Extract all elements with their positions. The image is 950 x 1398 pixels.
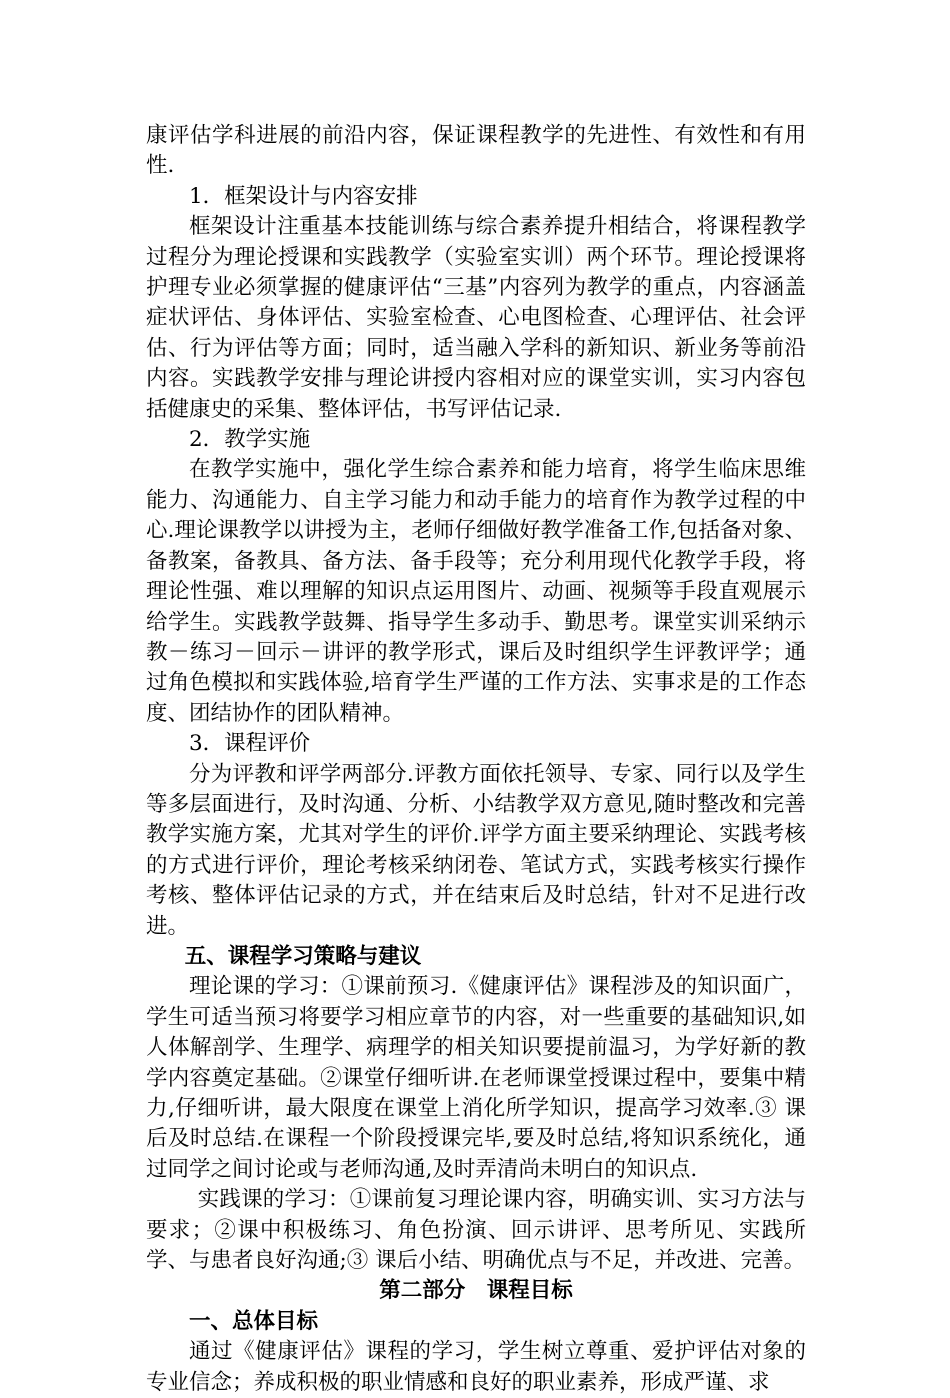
paragraph-theory-learning: 理论课的学习：①课前预习.《健康评估》课程涉及的知识面广，学生可适当预习将要学习相应章节的内容，对一些重要的基础知识,如人体解剖学、生理学、病理学的相关知识要提前温习，为学好新的教学内容奠定基础。②课堂仔细听讲.在老师课堂授课过程中，要集中精力,仔细听讲，最大限度在课堂上消化所学知识，提高学习效率.③ 课后及时总结.在课程一个阶段授课完毕,要及时总结,将知识系统化，通过同学之间讨论或与老师沟通,及时弄清尚未明白的知识点. bbox=[146, 974, 806, 1182]
document-page bbox=[146, 121, 806, 1398]
section-heading-learning-strategy: 五、课程学习策略与建议 bbox=[184, 943, 422, 969]
paragraph-teaching-implementation: 在教学实施中，强化学生综合素养和能力培育，将学生临床思维能力、沟通能力、自主学习能力和动手能力的培育作为教学过程的中心.理论课教学以讲授为主，老师仔细做好教学准备工作,包括备对象、备教案，备教具、备方法、备手段等；充分利用现代化教学手段，将理论性强、难以理解的知识点运用图片、动画、视频等手段直观展示给学生。实践教学鼓舞、指导学生多动手、勤思考。课堂实训采纳示教－练习－回示－讲评的教学形式，课后及时组织学生评教评学；通过角色模拟和实践体验,培育学生严谨的工作方法、实事求是的工作态度、团结协作的团队精神。 bbox=[146, 457, 806, 726]
paragraph-overall-objectives: 通过《健康评估》课程的学习，学生树立尊重、爱护评估对象的专业信念；养成积极的职业情感和良好的职业素养，形成严谨、求 bbox=[146, 1339, 806, 1395]
paragraph-practice-learning: 实践课的学习：①课前复习理论课内容，明确实训、实习方法与要求；②课中积极练习、角色扮演、回示讲评、思考所见、实践所学、与患者良好沟通;③ 课后小结、明确优点与不足，并改进、完善。 bbox=[146, 1187, 806, 1274]
subheading-framework-design: 1．框架设计与内容安排 bbox=[189, 183, 418, 209]
paragraph-continuation: 康评估学科进展的前沿内容，保证课程教学的先进性、有效性和有用性. bbox=[146, 123, 806, 179]
subheading-course-evaluation: 3．课程评价 bbox=[189, 731, 311, 757]
subheading-teaching-implementation: 2．教学实施 bbox=[189, 427, 311, 453]
section-heading-overall-objectives: 一、总体目标 bbox=[189, 1308, 319, 1334]
part-title-course-objectives: 第二部分 课程目标 bbox=[379, 1278, 573, 1304]
paragraph-framework-design: 框架设计注重基本技能训练与综合素养提升相结合，将课程教学过程分为理论授课和实践教学（实验室实训）两个环节。理论授课将护理专业必须掌握的健康评估“三基”内容列为教学的重点，内容涵盖症状评估、身体评估、实验室检查、心电图检查、心理评估、社会评估、行为评估等方面；同时，适当融入学科的新知识、新业务等前沿内容。实践教学安排与理论讲授内容相对应的课堂实训，实习内容包括健康史的采集、整体评估，书写评估记录. bbox=[146, 214, 806, 422]
paragraph-course-evaluation: 分为评教和评学两部分.评教方面依托领导、专家、同行以及学生等多层面进行，及时沟通、分析、小结教学双方意见,随时整改和完善教学实施方案，尤其对学生的评价.评学方面主要采纳理论、实践考核的方式进行评价，理论考核采纳闭卷、笔试方式，实践考核实行操作考核、整体评估记录的方式，并在结束后及时总结，针对不足进行改进。 bbox=[146, 761, 806, 939]
